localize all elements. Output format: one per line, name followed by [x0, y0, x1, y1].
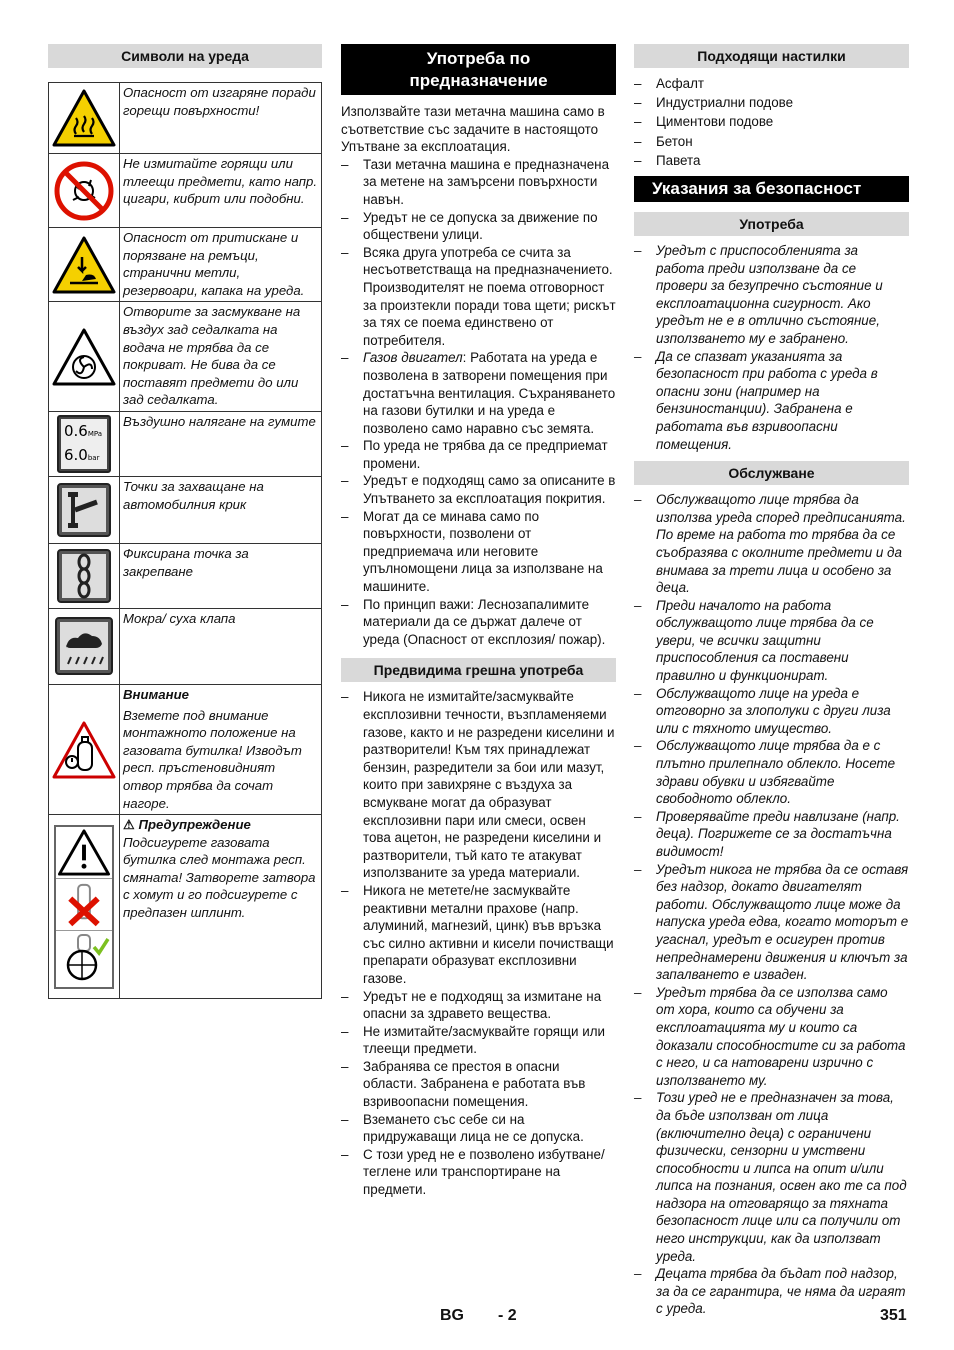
list-item: – Обслужващото лице на уреда е отговорно за злополуки с други лиза или с тяхното имущество. — [634, 685, 891, 736]
intended-use-heading: Употреба по предназначение — [341, 44, 616, 95]
list-item: – Този уред не е предназначен за това, да бъде използван от лица (включително деца) с ограничени физически, сензорни и умствени способности и липса на опит и/или липса на познания, освен ако те са под надзора на отговарящо за тяхната безопасност лице или са получили от него инструкции, как да използват уреда. — [634, 1090, 907, 1264]
list-item: – Уредът с приспособленията за работа преди използване да се провери за безупречно състояние и експлоатационна сигурност. Ако уредът не е в отлично състояние, използването му е забранено. — [634, 243, 883, 346]
warning-title: Предупреждение — [138, 817, 251, 833]
symbol-text: Опасност от изгаряне поради горещи повърхности! — [120, 83, 322, 154]
list-item: – Никога не метете/не засмуквайте реактивни метални прахове (напр. алуминий, магнезий, цинк) във връзка със силно активни и кисели почистващи препарати образуват експлозивни газове. — [341, 882, 614, 986]
crush-hazard-icon — [52, 235, 116, 295]
footer-lang: BG — [440, 1307, 464, 1324]
cross-icon — [56, 879, 112, 931]
attention-title: Внимание — [123, 686, 189, 702]
surfaces-heading: Подходящи настилки — [634, 44, 909, 68]
gauge-value-2: 6.0 — [64, 445, 88, 464]
symbol-text: Фиксирана точка за закрепване — [120, 543, 322, 608]
table-row — [49, 302, 322, 412]
misuse-heading: Предвидима грешна употреба — [341, 658, 616, 682]
symbol-text: Мокра/ суха клапа — [120, 608, 322, 684]
surfaces-list — [634, 74, 909, 170]
list-item: – Циментови подове — [634, 114, 774, 130]
symbol-text: Не измитайте горящи или тлеещи предмети, като напр. цигари, кибрит или подобни. — [120, 154, 322, 228]
fan-icon — [52, 327, 116, 387]
checkmark-icon — [56, 931, 112, 987]
list-item: – Уредът не се допуска за движение по обществени улици. — [341, 209, 598, 243]
intended-use-list — [341, 156, 616, 649]
use-heading: Употреба — [634, 212, 909, 236]
symbol-text: Въздушно налягане на гумите — [120, 411, 322, 476]
gauge-unit-2: bar — [87, 453, 100, 462]
warning-triangle-icon: ⚠ — [123, 817, 135, 833]
gas-cylinder-icon — [52, 720, 116, 780]
symbols-table — [48, 82, 322, 999]
list-item: – Уредът не е подходящ за измитане на опасни за здравето вещества. — [341, 988, 602, 1022]
use-list — [634, 242, 909, 453]
symbol-text: Отворите за засмукване на въздух зад седалката на водача не трябва да се покриват. Не бива да се поставят предмети до или зад седалката. — [120, 302, 322, 412]
list-item: – С този уред не е позволено избутване/теглене или транспортиране на предмети. — [341, 1146, 605, 1198]
jack-point-icon — [56, 482, 112, 538]
service-heading: Обслужване — [634, 461, 909, 485]
list-item: – Уредът никога не трябва да се оставя без надзор, докато двигателят работи. Обслужващото лице може да напуска уреда едва, когато моторът е угаснал, уредът е осигурен против непреднамерени движения и ключът за запалването е изваден. — [634, 861, 909, 983]
table-row — [49, 154, 322, 228]
list-item: – Обслужващото лице трябва да е с плътно прилепнало облекло. Носете здрави обувки и избягвайте свободното облекло. — [634, 738, 896, 807]
list-item: – Индустриални подове — [634, 95, 794, 111]
list-item: – Забранява се престоя в опасни области. Забранена е работата във взривоопасни помещения. — [341, 1058, 586, 1110]
table-row — [49, 83, 322, 154]
symbol-text: Опасност от притискане и порязване на ремъци, странични метли, резервоари, капака на уреда. — [120, 228, 322, 302]
warning-icon-stack — [54, 825, 114, 989]
gauge-value-1: 0.6 — [64, 421, 88, 440]
list-item: – Вземането със себе си на придружаващи лица не се допуска. — [341, 1111, 584, 1145]
symbol-text: Точки за захващане на автомобилния крик — [120, 476, 322, 543]
list-item: – Никога не измитайте/засмуквайте експлозивни течности, възпламеняеми газове, както и не разредени киселини и разтворители! Към тях принадлежат бензин, разредители за бои или мазут, които при завихряне с въздуха за всмукване могат да образуват експлозивни пари или смеси, освен това ацетон, не разредени киселини и разтворители, тъй като те атакуват използваните за уреда материали. — [341, 689, 615, 881]
list-item: – По принцип важи: Леснозапалимите материали да се държат далече от уреда (Опасност от експлозия/ пожар). — [341, 596, 606, 647]
table-row — [49, 228, 322, 302]
warning-icon — [56, 827, 112, 879]
service-list — [634, 491, 909, 1318]
list-item: – Не измитайте/засмуквайте горящи или тлеещи предмети. — [341, 1023, 606, 1057]
list-item: – Преди началото на работа обслужващото лице трябва да се увери, че всички защитни приспособления са поставени правилно и функционират. — [634, 597, 874, 684]
gauge-unit-1: MPa — [87, 429, 103, 438]
footer-page-number: 351 — [880, 1307, 907, 1324]
list-item: – По уреда не трябва да се предприемат промени. — [341, 438, 608, 471]
table-row — [49, 684, 322, 814]
hot-surface-icon — [52, 88, 116, 148]
list-item: – Газов двигател: Работата на уреда е позволена в затворени помещения при достатъчна вентилация. Съхраняването на газови бутилки и на уреда е позволено само наравно със земята. — [341, 350, 616, 436]
list-item: – Обслужващото лице трябва да използва уреда според предписанията. По време на работа то трябва да се съобразява с околните предмети и да внимава за трети лица и особено за деца. — [634, 492, 906, 596]
list-item: – Уредът е подходящ само за описаните в Упътването за експлоатация покрития. — [341, 473, 616, 507]
list-item: – Всяка друга употреба се счита за несъответстваща на предназначението. Производителят не поема отговорност за произтекли поради това щети; рискът за тях се поема единствено от потребителя. — [341, 244, 616, 348]
list-item: – Да се спазват указанията за безопасност при работа с уреда в опасни зони (например на бензиностанции). Забранена е работата във взривоопасни помещения. — [634, 348, 878, 452]
table-row — [49, 411, 322, 476]
list-item: – Могат да се минава само по повърхности, позволени от предприемача или неговите упълномощени лица за използване на машините. — [341, 508, 603, 595]
intended-use-column — [341, 44, 616, 1199]
list-item: – Бетон — [634, 133, 693, 149]
table-row — [49, 608, 322, 684]
list-item: – Проверявайте преди навлизане (напр. деца). Погрижете се за достатъчна видимост! — [634, 808, 900, 860]
footer-page-local: - 2 — [498, 1307, 517, 1324]
symbols-column — [48, 44, 322, 999]
symbols-heading: Символи на уреда — [48, 44, 322, 68]
chain-icon — [56, 548, 112, 604]
safety-heading: Указания за безопасност — [634, 176, 909, 202]
surfaces-safety-column — [634, 44, 909, 1318]
table-row — [49, 543, 322, 608]
list-item: – Павета — [634, 152, 701, 168]
table-row — [49, 476, 322, 543]
misuse-list — [341, 688, 616, 1198]
list-item: – Децата трябва да бъдат под надзор, за да се гарантира, че няма да играят с уреда. — [634, 1266, 906, 1317]
list-item: – Асфалт — [634, 76, 705, 91]
list-item: – Уредът трябва да се използва само от хора, които са обучени за експлоатацията му и които са доказали способностите си за работа с него, и са натоварени изрично с използването му. — [634, 984, 906, 1088]
table-row — [49, 815, 322, 999]
wet-dry-flap-icon — [54, 616, 114, 676]
symbol-text: Подсигурете газовата бутилка след монтажа респ. смяната! Затворете затвора с хомут и го подсигурете с предпазен шплинт. — [123, 834, 316, 921]
no-burning-objects-icon — [53, 160, 115, 222]
intro-text: Използвайте тази метачна машина само в съответствие със задачите в настоящото Упътване за експлоатация. — [341, 104, 605, 155]
list-item: – Тази метачна машина е предназначена за метене на замърсени повърхности навън. — [341, 156, 610, 207]
gas-engine-label: Газов двигател — [363, 350, 463, 366]
tyre-pressure-icon — [57, 415, 111, 473]
symbol-text: Вземете под внимание монтажното положение на газовата бутилка! Изводът респ. пръстеновидният отвор трябва да сочат нагоре. — [123, 707, 302, 811]
